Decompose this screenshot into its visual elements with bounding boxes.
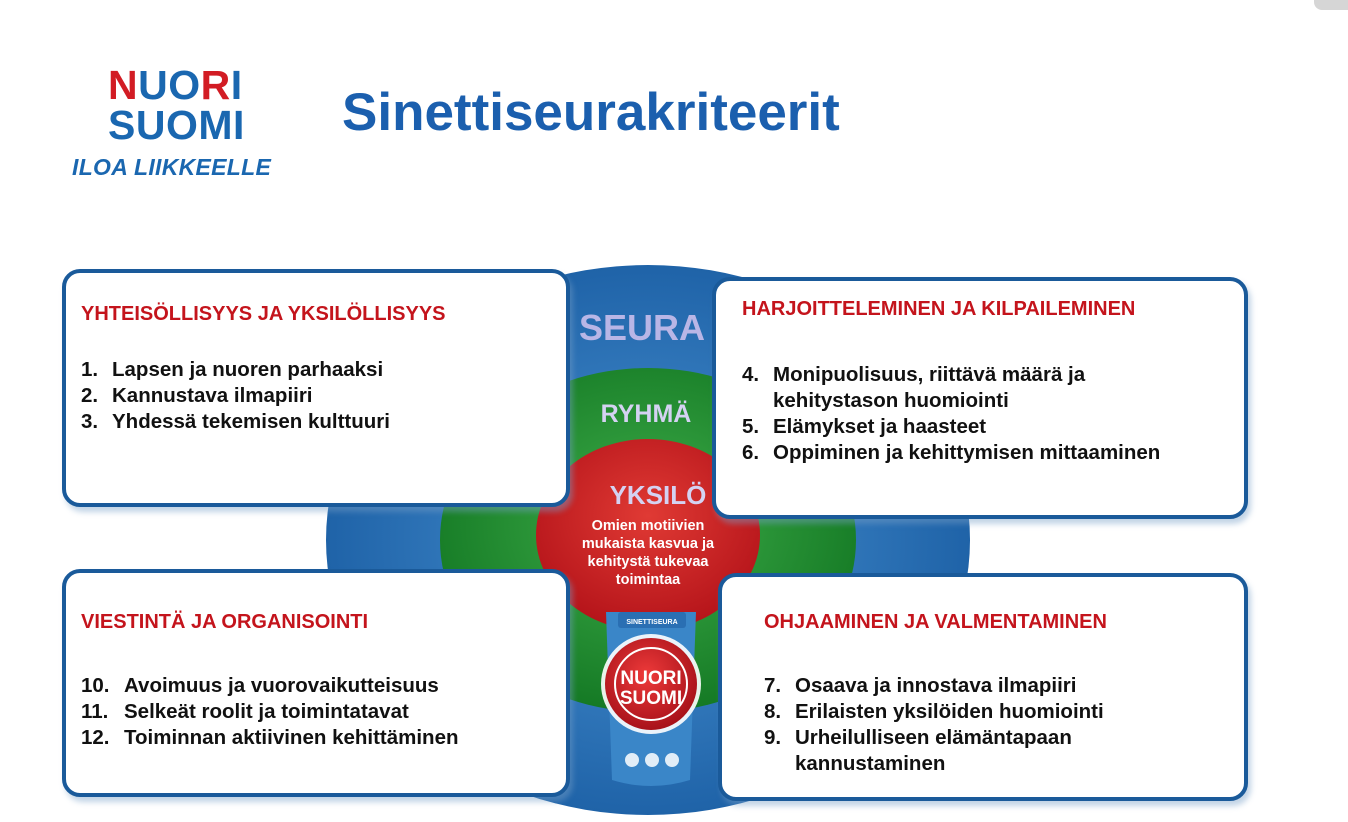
- criteria-item: [81, 673, 459, 699]
- partner-icon-3: [665, 753, 679, 767]
- criteria-text: Lapsen ja nuoren parhaaksi: [112, 358, 384, 381]
- box-title: OHJAAMINEN JA VALMENTAMINEN: [764, 611, 1107, 633]
- box-title: HARJOITTELEMINEN JA KILPAILEMINEN: [742, 298, 1136, 320]
- criteria-number: 4.: [742, 363, 760, 386]
- box-title: YHTEISÖLLISYYS JA YKSILÖLLISYYS: [81, 303, 446, 325]
- criteria-item: [742, 388, 1160, 414]
- criteria-number: 10.: [81, 674, 110, 697]
- criteria-number: 6.: [742, 441, 760, 464]
- box-yhteisollisyys: [62, 269, 570, 507]
- criteria-text: Toiminnan aktiivinen kehittäminen: [124, 726, 459, 749]
- criteria-text: Yhdessä tekemisen kulttuuri: [112, 410, 390, 433]
- criteria-number: 1.: [81, 358, 99, 381]
- criteria-item: [764, 725, 1104, 751]
- criteria-item: [742, 414, 1160, 440]
- criteria-list: [81, 673, 459, 751]
- criteria-text: kehitystason huomiointi: [773, 389, 1009, 412]
- criteria-number: 12.: [81, 726, 110, 749]
- criteria-number: 9.: [764, 726, 782, 749]
- seura-label: SEURA: [578, 307, 706, 348]
- logo-letter: R: [200, 62, 231, 108]
- criteria-text: Monipuolisuus, riittävä määrä ja: [773, 363, 1086, 386]
- box-viestinta: [62, 569, 570, 797]
- partner-icon-2: [645, 753, 659, 767]
- criteria-text: Avoimuus ja vuorovaikutteisuus: [124, 674, 439, 697]
- criteria-text: Osaava ja innostava ilmapiiri: [795, 674, 1077, 697]
- criteria-list: [764, 673, 1104, 777]
- criteria-item: [81, 699, 459, 725]
- criteria-item: [742, 362, 1160, 388]
- criteria-item: [742, 440, 1160, 466]
- criteria-number: 2.: [81, 384, 99, 407]
- yksilo-description-line: toimintaa: [615, 572, 681, 588]
- yksilo-description-line: mukaista kasvua ja: [581, 536, 715, 552]
- partner-icon-1: [625, 753, 639, 767]
- criteria-number: 7.: [764, 674, 782, 697]
- criteria-text: Elämykset ja haasteet: [773, 415, 987, 438]
- badge-top-label: SINETTISEURA: [626, 619, 678, 626]
- criteria-item: [764, 699, 1104, 725]
- criteria-text: Selkeät roolit ja toimintatavat: [124, 700, 409, 723]
- criteria-item: [81, 383, 390, 409]
- logo-tagline: ILOA LIIKKEELLE: [72, 154, 272, 180]
- criteria-text: Erilaisten yksilöiden huomiointi: [795, 700, 1104, 723]
- criteria-text: Kannustava ilmapiiri: [112, 384, 313, 407]
- box-harjoitteleminen: [712, 277, 1248, 519]
- badge-logo-line2: SUOMI: [619, 688, 683, 709]
- criteria-number: 8.: [764, 700, 782, 723]
- ryhma-label: RYHMÄ: [600, 400, 692, 428]
- page-title: Sinettiseurakriteerit: [342, 83, 840, 142]
- box-title: VIESTINTÄ JA ORGANISOINTI: [81, 611, 369, 633]
- logo-letter: U: [138, 62, 169, 108]
- yksilo-description-line: kehitystä tukevaa: [587, 554, 709, 570]
- criteria-text: kannustaminen: [795, 752, 946, 775]
- logo-letter: I: [230, 62, 243, 108]
- logo-letter: O: [168, 62, 201, 108]
- sinettiseura-badge: [601, 612, 701, 786]
- box-ohjaaminen: [718, 573, 1248, 801]
- criteria-text: Oppiminen ja kehittymisen mittaaminen: [773, 441, 1161, 464]
- criteria-list: [742, 362, 1160, 466]
- criteria-item: [81, 725, 459, 751]
- criteria-number: 5.: [742, 415, 760, 438]
- badge-logo-line1: NUORI: [620, 668, 682, 689]
- criteria-item: [764, 673, 1104, 699]
- logo-line2: SUOMI: [108, 102, 245, 148]
- criteria-number: 3.: [81, 410, 99, 433]
- criteria-text: Urheilulliseen elämäntapaan: [795, 726, 1072, 749]
- criteria-number: 11.: [81, 700, 109, 723]
- yksilo-label: YKSILÖ: [609, 480, 707, 510]
- criteria-item: [81, 357, 390, 383]
- yksilo-description-line: Omien motiivien: [591, 518, 705, 534]
- criteria-list: [81, 357, 390, 435]
- criteria-item: [81, 409, 390, 435]
- logo-letter: N: [108, 62, 139, 108]
- criteria-item: [764, 751, 1104, 777]
